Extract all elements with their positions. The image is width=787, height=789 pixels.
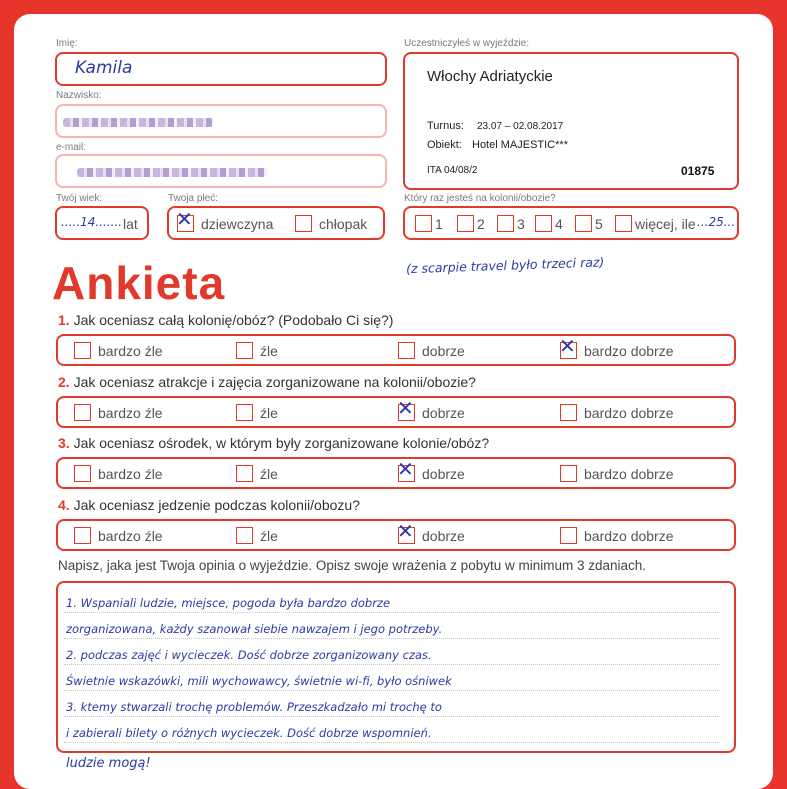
check-mark-icon: ✕: [397, 457, 414, 481]
last-name-label: Nazwisko:: [56, 90, 102, 101]
q1-bardzo-dobrze-label: bardzo dobrze: [584, 343, 674, 359]
times-2-checkbox[interactable]: [457, 215, 474, 232]
q3-zle-checkbox[interactable]: [236, 465, 253, 482]
question-1: [58, 312, 393, 328]
q3-bardzo-zle-checkbox[interactable]: [74, 465, 91, 482]
q2-bardzo-zle-checkbox[interactable]: [74, 404, 91, 421]
question-3: [58, 435, 489, 451]
check-mark-icon: ✕: [559, 334, 576, 358]
q2-dobrze-label: dobrze: [422, 405, 465, 421]
trip-label: Uczestniczyłeś w wyjeździe:: [404, 38, 530, 49]
q2-bardzo-dobrze-label: bardzo dobrze: [584, 405, 674, 421]
q3-bardzo-dobrze-label: bardzo dobrze: [584, 466, 674, 482]
times-more-checkbox[interactable]: [615, 215, 632, 232]
q4-bardzo-zle-checkbox[interactable]: [74, 527, 91, 544]
times-more-label: więcej, ile: [635, 216, 696, 232]
q3-dobrze-label: dobrze: [422, 466, 465, 482]
times-1-checkbox[interactable]: [415, 215, 432, 232]
question-3-answers: [56, 457, 736, 489]
q4-bardzo-zle-label: bardzo źle: [98, 528, 163, 544]
q4-bardzo-dobrze-label: bardzo dobrze: [584, 528, 674, 544]
question-1-answers: [56, 334, 736, 366]
times-2-label: 2: [477, 216, 485, 232]
q1-zle-label: źle: [260, 343, 278, 359]
turnus-value: 23.07 – 02.08.2017: [477, 121, 564, 132]
q2-bardzo-zle-label: bardzo źle: [98, 405, 163, 421]
q2-zle-label: źle: [260, 405, 278, 421]
redacted-email: [77, 168, 267, 177]
gender-female-label: dziewczyna: [201, 216, 274, 232]
gender-field: [167, 206, 385, 240]
q1-dobrze-checkbox[interactable]: [398, 342, 415, 359]
trip-number: 01875: [681, 164, 715, 178]
age-label: Twój wiek:: [56, 193, 103, 204]
question-1-text: Jak oceniasz całą kolonię/obóz? (Podobało Ci się?): [73, 312, 394, 328]
writing-line: [64, 690, 720, 691]
check-mark-icon: ✕: [176, 207, 193, 231]
q4-dobrze-checkbox[interactable]: [397, 519, 415, 544]
question-2-answers: [56, 396, 736, 428]
writing-line: [64, 612, 720, 613]
question-4-answers: [56, 519, 736, 551]
q3-bardzo-dobrze-checkbox[interactable]: [560, 465, 577, 482]
check-mark-icon: ✕: [397, 396, 414, 420]
question-1-number: 1.: [58, 312, 70, 328]
object-label: Obiekt:: [427, 139, 462, 151]
opinion-line-1: 1. Wspaniali ludzie, miejsce, pogoda była bardzo dobrze: [66, 596, 391, 610]
question-3-number: 3.: [58, 435, 70, 451]
age-unit: lat: [123, 216, 138, 232]
q1-bardzo-zle-checkbox[interactable]: [74, 342, 91, 359]
times-3-label: 3: [517, 216, 525, 232]
opinion-line-3: 2. podczas zajęć i wycieczek. Dość dobrze zorganizowany czas.: [66, 648, 432, 662]
opinion-line-6: i zabierali bilety o różnych wycieczek. Dość dobrze wspomnień.: [66, 726, 432, 740]
last-name-field[interactable]: [55, 104, 387, 138]
q4-zle-label: źle: [260, 528, 278, 544]
q2-bardzo-dobrze-checkbox[interactable]: [560, 404, 577, 421]
question-2: [58, 374, 476, 390]
q1-bardzo-dobrze-checkbox[interactable]: [559, 334, 577, 359]
q3-zle-label: źle: [260, 466, 278, 482]
q2-dobrze-checkbox[interactable]: [397, 396, 415, 421]
times-5-checkbox[interactable]: [575, 215, 592, 232]
q4-dobrze-label: dobrze: [422, 528, 465, 544]
check-mark-icon: ✕: [397, 519, 414, 543]
writing-line: [64, 638, 720, 639]
question-2-number: 2.: [58, 374, 70, 390]
opinion-line-4: Świetnie wskazówki, mili wychowawcy, świetnie wi-fi, było ośniwek: [66, 674, 452, 688]
writing-line: [64, 664, 720, 665]
times-more-value: ...25...: [697, 215, 736, 229]
survey-title: Ankieta: [52, 257, 226, 309]
writing-line: [64, 716, 720, 717]
turnus-label: Turnus:: [427, 120, 464, 132]
question-2-text: Jak oceniasz atrakcje i zajęcia zorganizowane na kolonii/obozie?: [73, 374, 476, 390]
email-field[interactable]: [55, 154, 387, 188]
writing-line: [64, 742, 720, 743]
redacted-last-name: [63, 118, 213, 127]
times-4-label: 4: [555, 216, 563, 232]
times-4-checkbox[interactable]: [535, 215, 552, 232]
times-label: Który raz jesteś na kolonii/obozie?: [404, 193, 556, 204]
trip-code: ITA 04/08/2: [427, 165, 478, 176]
q1-bardzo-zle-label: bardzo źle: [98, 343, 163, 359]
times-field: [403, 206, 739, 240]
q3-dobrze-checkbox[interactable]: [397, 457, 415, 482]
question-4-number: 4.: [58, 497, 70, 513]
age-value: .....14.......: [61, 215, 123, 229]
gender-male-label: chłopak: [319, 216, 368, 232]
q2-zle-checkbox[interactable]: [236, 404, 253, 421]
q3-bardzo-zle-label: bardzo źle: [98, 466, 163, 482]
gender-female-checkbox[interactable]: [176, 207, 194, 232]
first-name-value: Kamila: [75, 58, 133, 78]
q1-dobrze-label: dobrze: [422, 343, 465, 359]
gender-male-checkbox[interactable]: [295, 215, 312, 232]
first-name-label: Imię:: [56, 38, 78, 49]
question-4-text: Jak oceniasz jedzenie podczas kolonii/obozu?: [73, 497, 360, 513]
opinion-line-5: 3. ktemy stwarzali trochę problemów. Przeszkadzało mi trochę to: [66, 700, 442, 714]
opinion-line-2: zorganizowana, każdy szanował siebie nawzajem i jego potrzeby.: [66, 622, 443, 636]
times-3-checkbox[interactable]: [497, 215, 514, 232]
q4-zle-checkbox[interactable]: [236, 527, 253, 544]
q1-zle-checkbox[interactable]: [236, 342, 253, 359]
times-handwritten-note: (z scarpie travel było trzeci raz): [405, 254, 605, 277]
opinion-line-7: ludzie mogą!: [66, 756, 151, 771]
times-1-label: 1: [435, 216, 443, 232]
first-name-field[interactable]: [55, 52, 387, 86]
question-4: [58, 497, 360, 513]
opinion-prompt: Napisz, jaka jest Twoja opinia o wyjeździe. Opisz swoje wrażenia z pobytu w minimum 3 zdaniach.: [58, 558, 647, 573]
q4-bardzo-dobrze-checkbox[interactable]: [560, 527, 577, 544]
trip-name: Włochy Adriatyckie: [427, 68, 553, 85]
gender-label: Twoja płeć:: [168, 193, 219, 204]
trip-info-box: [403, 52, 739, 190]
age-field[interactable]: [55, 206, 149, 240]
times-5-label: 5: [595, 216, 603, 232]
object-value: Hotel MAJESTIC***: [472, 139, 568, 151]
question-3-text: Jak oceniasz ośrodek, w którym były zorganizowane kolonie/obóz?: [73, 435, 490, 451]
email-label: e-mail:: [56, 142, 87, 153]
